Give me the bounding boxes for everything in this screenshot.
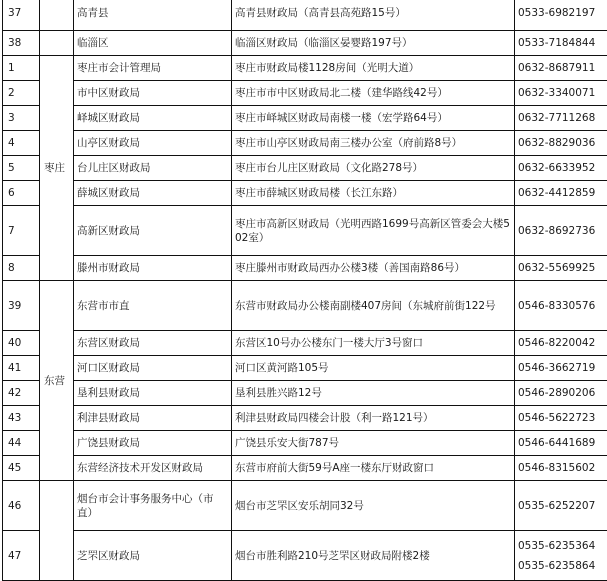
table-row [3,356,607,381]
table-row [3,281,607,331]
address: 垦利县胜兴路12号 [232,381,515,406]
address: 枣庄市财政局楼1128房间（光明大道） [232,56,515,81]
city-cell-yantai [40,481,74,581]
address: 枣庄市市中区财政局北二楼（建华路线42号） [232,81,515,106]
phone-number: 0533-6982197 [515,0,607,31]
row-number: 2 [3,81,40,106]
table-row [3,406,607,431]
address: 广饶县乐安大街787号 [232,431,515,456]
unit-name: 东营经济技术开发区财政局 [74,456,232,481]
address: 枣庄滕州市财政局西办公楼3楼（善国南路86号） [232,256,515,281]
phone-number: 0546-8330576 [515,281,607,331]
unit-name: 枣庄市会计管理局 [74,56,232,81]
table-row [3,156,607,181]
row-number: 39 [3,281,40,331]
row-number: 43 [3,406,40,431]
unit-name: 芝罘区财政局 [74,531,232,581]
table-row [3,31,607,56]
address: 利津县财政局四楼会计股（利一路121号） [232,406,515,431]
unit-name: 河口区财政局 [74,356,232,381]
phone-number: 0632-6633952 [515,156,607,181]
unit-name: 台儿庄区财政局 [74,156,232,181]
phone-number: 0546-8220042 [515,331,607,356]
phone-number: 0632-3340071 [515,81,607,106]
phone-number: 0632-8687911 [515,56,607,81]
city-cell [40,0,74,31]
row-number: 5 [3,156,40,181]
address: 烟台市胜利路210号芝罘区财政局附楼2楼 [232,531,515,581]
address: 东营市财政局办公楼南副楼407房间（东城府前街122号 [232,281,515,331]
table-row [3,181,607,206]
table-row [3,0,607,31]
unit-name: 山亭区财政局 [74,131,232,156]
unit-name: 广饶县财政局 [74,431,232,456]
table-row [3,106,607,131]
phone-number: 0632-8692736 [515,206,607,256]
city-name-dongying: 东营 [40,281,74,481]
unit-name: 东营市市直 [74,281,232,331]
city-name-zaozhuang: 枣庄 [40,56,74,281]
address: 枣庄市峄城区财政局南楼一楼（宏学路64号） [232,106,515,131]
unit-name: 峄城区财政局 [74,106,232,131]
table-row [3,56,607,81]
unit-name: 市中区财政局 [74,81,232,106]
row-number: 41 [3,356,40,381]
table-row [3,131,607,156]
row-number: 44 [3,431,40,456]
phone-number: 0632-7711268 [515,106,607,131]
row-number: 4 [3,131,40,156]
table-row [3,381,607,406]
row-number: 47 [3,531,40,581]
table-row [3,431,607,456]
address: 烟台市芝罘区安乐胡同32号 [232,481,515,531]
finance-office-table [2,0,607,581]
phone-number: 0535-6252207 [515,481,607,531]
row-number: 40 [3,331,40,356]
unit-name: 东营区财政局 [74,331,232,356]
phone-number: 0632-4412859 [515,181,607,206]
phone-number: 0546-3662719 [515,356,607,381]
table-row [3,456,607,481]
address: 东营市府前大街59号A座一楼东厅财政窗口 [232,456,515,481]
unit-name: 滕州市财政局 [74,256,232,281]
address: 枣庄市山亭区财政局南三楼办公室（府前路8号） [232,131,515,156]
table-row [3,256,607,281]
phone-number-pair [515,531,607,581]
unit-name: 烟台市会计事务服务中心（市直） [74,481,232,531]
row-number: 6 [3,181,40,206]
address: 河口区黄河路105号 [232,356,515,381]
unit-name: 利津县财政局 [74,406,232,431]
row-number: 45 [3,456,40,481]
row-number: 8 [3,256,40,281]
row-number: 1 [3,56,40,81]
phone-number: 0535-6235364 [518,539,605,553]
row-number: 42 [3,381,40,406]
table-row [3,331,607,356]
phone-number: 0632-5569925 [515,256,607,281]
address: 临淄区财政局（临淄区晏婴路197号） [232,31,515,56]
unit-name: 高青县 [74,0,232,31]
row-number: 37 [3,0,40,31]
phone-number: 0546-6441689 [515,431,607,456]
phone-number: 0546-8315602 [515,456,607,481]
row-number: 7 [3,206,40,256]
table-row [3,81,607,106]
phone-number-secondary: 0535-6235864 [518,559,605,573]
address: 枣庄市薛城区财政局楼（长江东路） [232,181,515,206]
table-row [3,206,607,256]
unit-name: 高新区财政局 [74,206,232,256]
address: 枣庄市台儿庄区财政局（文化路278号） [232,156,515,181]
unit-name: 垦利县财政局 [74,381,232,406]
unit-name: 临淄区 [74,31,232,56]
city-cell [40,31,74,56]
unit-name: 薛城区财政局 [74,181,232,206]
table-row [3,481,607,531]
phone-number: 0546-2890206 [515,381,607,406]
row-number: 38 [3,31,40,56]
address: 高青县财政局（高青县高苑路15号） [232,0,515,31]
row-number: 3 [3,106,40,131]
phone-number: 0533-7184844 [515,31,607,56]
address: 枣庄市高新区财政局（光明西路1699号高新区管委会大楼502室） [232,206,515,256]
phone-number: 0632-8829036 [515,131,607,156]
row-number: 46 [3,481,40,531]
table-row [3,531,607,581]
address: 东营区10号办公楼东门一楼大厅3号窗口 [232,331,515,356]
phone-number: 0546-5622723 [515,406,607,431]
